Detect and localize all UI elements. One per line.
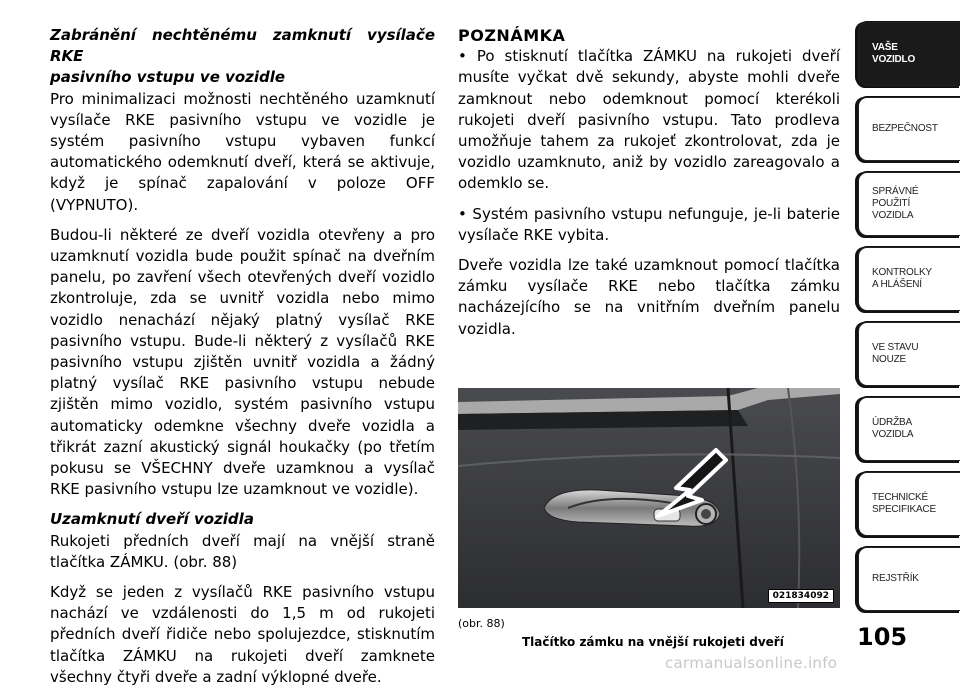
figure-caption: Tlačítko zámku na vnější rukojeti dveří [522, 635, 784, 649]
section-door-lock [50, 509, 435, 573]
tab-label: VE STAVU NOUZE [872, 342, 919, 365]
section-heading: Uzamknutí dveří vozidla [50, 510, 254, 529]
chapter-tabs [858, 22, 960, 622]
note-bullet: • Po stisknutí tlačítka ZÁMKU na rukojeti dveří musíte vyčkat dvě sekundy, abyste mohli dveře zamknout nebo odemknout pomocí kterékoli rukojeti dveří pasivního vstupu. Tato prodleva umožňuje tahem za rukojeť zkontrolovat, zda je vozidlo uzamknuto, aniž by vozidlo zareagovalo a odemklo se. [458, 47, 840, 193]
tab-label: REJSTŘÍK [872, 573, 919, 584]
watermark: carmanualsonline.info [665, 654, 838, 672]
tab-index[interactable] [858, 547, 960, 611]
tab-emergency[interactable] [858, 322, 960, 386]
tab-your-vehicle[interactable] [858, 22, 960, 86]
tab-label: TECHNICKÉ SPECIFIKACE [872, 492, 936, 515]
section-heading: Zabránění nechtěnému zamknutí vysílače RKE [50, 26, 435, 66]
body-text: Pro minimalizaci možnosti nechtěného uzamknutí vysílače RKE pasivního vstupu ve vozidle je systém pasivního vstupu vybaven funkcí automatického odemknutí dveří, která se aktivuje, když je spínač zapalování v poloze OFF (VYPNUTO). [50, 89, 435, 214]
note-title: POZNÁMKA [458, 26, 566, 45]
tab-safety[interactable] [858, 97, 960, 161]
left-column [50, 25, 435, 697]
tab-label: BEZPEČNOST [872, 123, 938, 134]
body-paragraph: Když se jeden z vysílačů RKE pasivního vstupu nachází ve vzdálenosti do 1,5 m od rukojeti předních dveří řidiče nebo spolujezdce, stisknutím tlačítka ZÁMKU na rukojeti dveří zamknete všechny čtyři dveře a zadní výklopné dveře. [50, 583, 435, 686]
tab-indicators[interactable] [858, 247, 960, 311]
page-number: 105 [857, 623, 908, 651]
note-bullet: • Systém pasivního vstupu nefunguje, je-li baterie vysílače RKE vybita. [458, 204, 840, 244]
section-auto-unlock [50, 25, 435, 216]
tab-label: SPRÁVNÉ POUŽITÍ VOZIDLA [872, 186, 919, 221]
tab-label: ÚDRŽBA VOZIDLA [872, 417, 914, 440]
figure-label: (obr. 88) [458, 617, 505, 630]
tab-specifications[interactable] [858, 472, 960, 536]
tab-label: KONTROLKY A HLÁŠENÍ [872, 267, 932, 290]
tab-proper-use[interactable] [858, 172, 960, 236]
right-column [458, 25, 840, 349]
body-paragraph: Dveře vozidla lze také uzamknout pomocí tlačítka zámku vysílače RKE nebo tlačítka zámku nacházejícího se na vnitřním dveřním panelu vozidla. [458, 256, 840, 338]
figure-code: 021834092 [768, 589, 834, 603]
section-heading-cont: pasivního vstupu ve vozidle [50, 68, 286, 87]
tab-maintenance[interactable] [858, 397, 960, 461]
note-block [458, 25, 840, 195]
tab-label: VAŠE VOZIDLO [872, 42, 916, 65]
body-paragraph: Budou-li některé ze dveří vozidla otevřeny a pro uzamknutí vozidla bude použit spínač na dveřním panelu, po zavření všech otevřených dveří vozidlo zkontroluje, zda se uvnitř vozidla nebo mimo vozidlo nenachází nějaký platný vysílač RKE pasivního vstupu. Bude-li některý z vysílačů RKE pasivního vstupu zjištěn uvnitř vozidla a žádný platný vysílač RKE pasivního vstupu nebude zjištěn mimo vozidlo, systém pasivního vstupu automaticky odemkne všechny dveře vozidla a třikrát zazní akustický signál houkačky (po třetím pokusu se VŠECHNY dveře uzamknou a vysílač RKE pasivního vstupu lze uzamknout ve vozidle). [50, 225, 435, 499]
door-handle-illustration [458, 388, 840, 608]
body-text: Rukojeti předních dveří mají na vnější straně tlačítka ZÁMKU. (obr. 88) [50, 531, 435, 571]
door-handle-figure [458, 388, 840, 608]
